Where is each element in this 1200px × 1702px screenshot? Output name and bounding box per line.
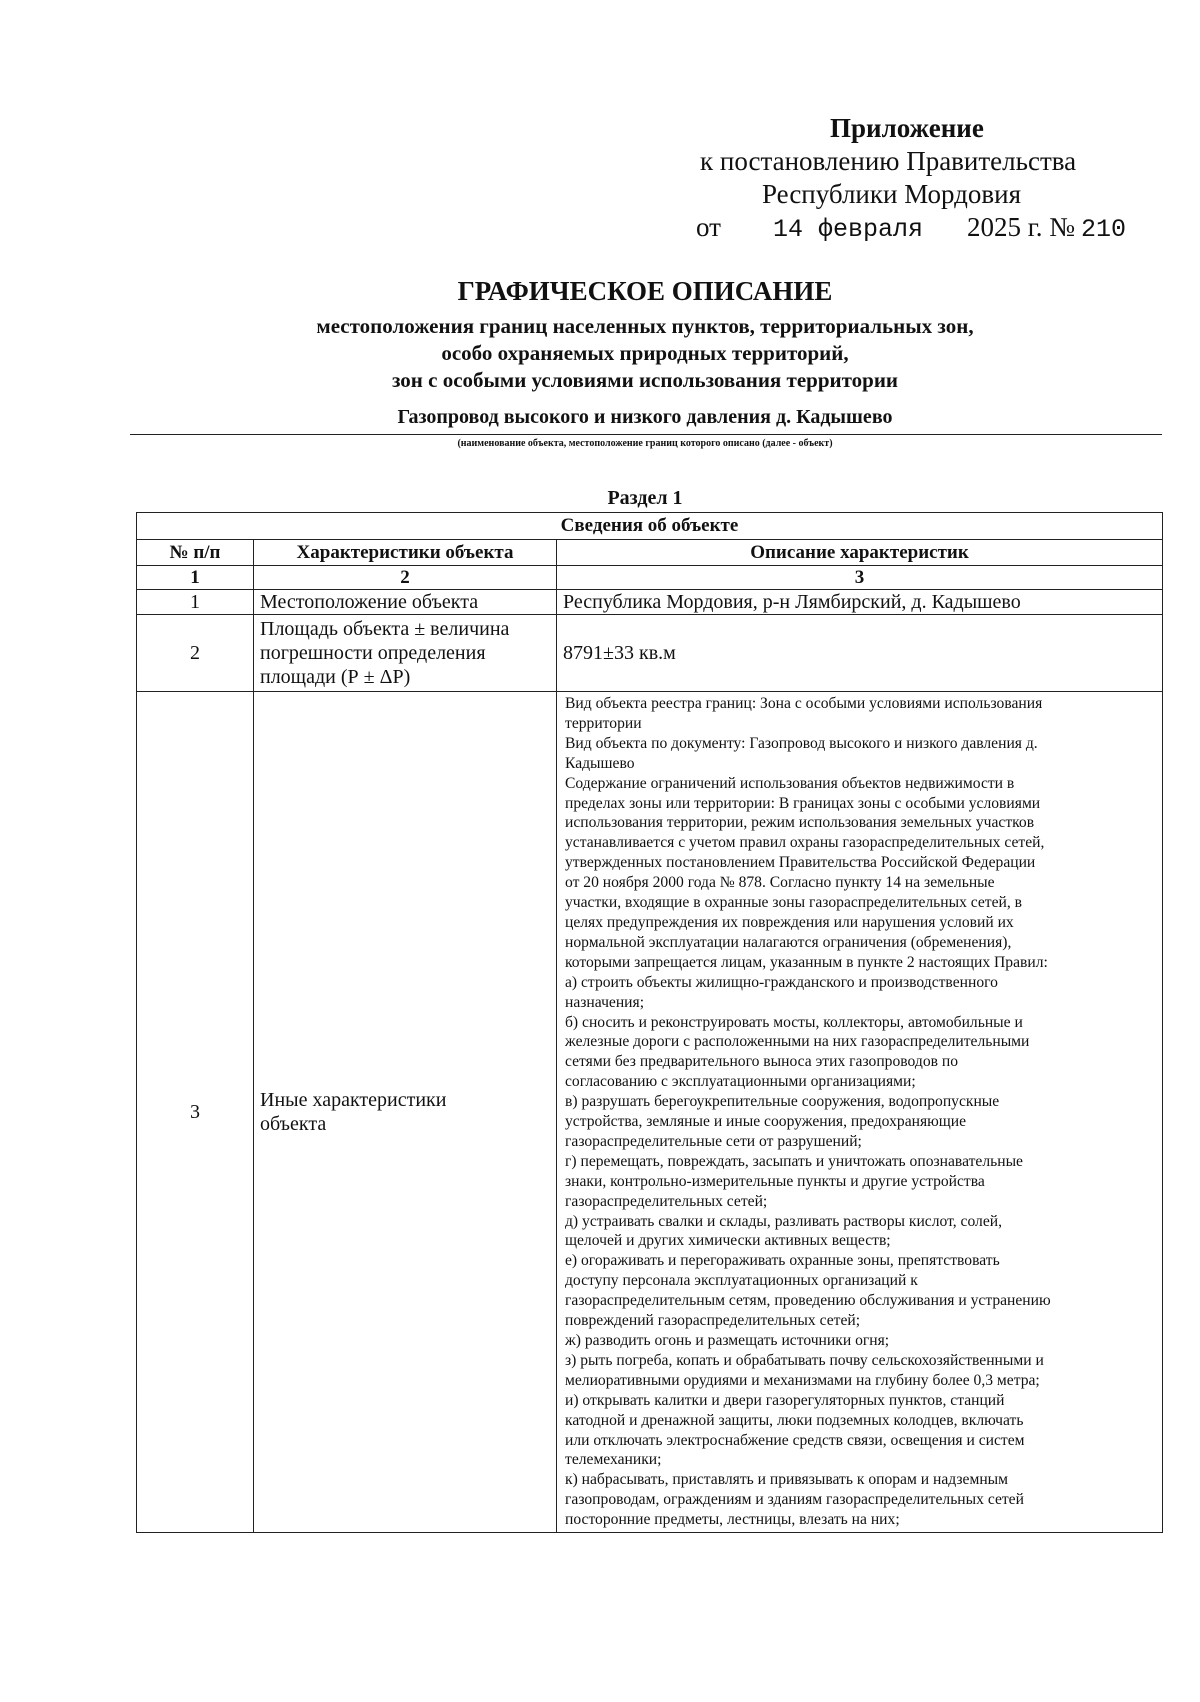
appendix-line-2: Республики Мордовия bbox=[762, 179, 1022, 209]
row-characteristic bbox=[254, 615, 557, 692]
description-line: устройства, земляные и иные сооружения, предохраняющие bbox=[565, 1113, 967, 1131]
appendix-year: 2025 г. № bbox=[966, 212, 1076, 242]
description-line: в) разрушать берегоукрепительные сооружения, водопропускные bbox=[565, 1093, 1000, 1111]
appendix-date-line bbox=[696, 211, 1170, 246]
description-line: или отключать электроснабжение средств связи, освещения и систем bbox=[565, 1431, 1025, 1449]
description-line: ж) разводить огонь и размещать источники огня; bbox=[565, 1332, 890, 1349]
object-name: Газопровод высокого и низкого давления д. Кадышево bbox=[397, 406, 893, 428]
appendix-block bbox=[696, 112, 1170, 246]
description-line: газораспределительные сети от разрушений; bbox=[565, 1132, 862, 1150]
description-line: территории bbox=[565, 714, 642, 732]
row-characteristic bbox=[254, 692, 557, 1533]
subtitle-line: особо охраняемых природных территорий, bbox=[441, 341, 849, 365]
description-line: железные дороги с расположенными на них газораспределительными bbox=[565, 1033, 1030, 1051]
characteristic-line: Площадь объекта ± величина bbox=[260, 618, 510, 640]
characteristic-line: погрешности определения bbox=[260, 642, 486, 664]
description-line: нормальной эксплуатации налагаются ограничения (обременения), bbox=[565, 933, 1012, 951]
subtitle-line: зон с особыми условиями использования территории bbox=[391, 368, 899, 392]
description-line: Кадышево bbox=[565, 754, 635, 772]
row-number: 1 bbox=[137, 590, 254, 615]
object-info-table bbox=[136, 512, 1163, 1533]
description-line: б) сносить и реконструировать мосты, коллекторы, автомобильные и bbox=[565, 1013, 1023, 1031]
description-line: Содержание ограничений использования объектов недвижимости в bbox=[565, 774, 1015, 792]
header-description: Описание характеристик bbox=[557, 540, 1163, 566]
header-number: № п/п bbox=[137, 540, 254, 566]
row-number: 2 bbox=[137, 615, 254, 692]
table-title-row bbox=[137, 513, 1163, 540]
table-row bbox=[137, 615, 1163, 692]
description-line: газопроводам, ограждениям и зданиям газораспределительных сетей bbox=[565, 1491, 1024, 1509]
description-line: участки, входящие в охранные зоны газораспределительных сетей, в bbox=[565, 894, 1023, 912]
document-title: ГРАФИЧЕСКОЕ ОПИСАНИЕ bbox=[457, 276, 833, 306]
column-number: 1 bbox=[137, 566, 254, 590]
description-line: которыми запрещается лицам, указанным в пункте 2 настоящих Правил: bbox=[565, 953, 1048, 971]
characteristic-line: площади (Р ± ΔР) bbox=[260, 666, 411, 688]
description-line: катодной и дренажной защиты, люки подземных колодцев, включать bbox=[565, 1411, 1024, 1429]
column-number-row bbox=[137, 566, 1163, 590]
header-characteristic: Характеристики объекта bbox=[254, 540, 557, 566]
description-line: к) набрасывать, приставлять и привязывать к опорам и надземным bbox=[565, 1471, 1009, 1489]
column-number: 3 bbox=[557, 566, 1163, 590]
appendix-number: 210 bbox=[1081, 215, 1127, 244]
subtitle-line: местоположения границ населенных пунктов, территориальных зон, bbox=[316, 314, 974, 338]
row-characteristic: Местоположение объекта bbox=[254, 590, 557, 615]
description-line: газораспределительных сетей; bbox=[565, 1192, 768, 1210]
appendix-title: Приложение bbox=[830, 113, 984, 143]
description-line: щелочей и других химически активных веществ; bbox=[565, 1232, 891, 1250]
row-description: Республика Мордовия, р-н Лямбирский, д. Кадышево bbox=[557, 590, 1163, 615]
object-caption: (наименование объекта, местоположение границ которого описано (далее - объект) bbox=[457, 438, 833, 449]
appendix-date: 14 февраля bbox=[772, 215, 923, 244]
object-name-underline bbox=[130, 434, 1162, 435]
appendix-line-1: к постановлению Правительства bbox=[700, 146, 1077, 176]
description-line: пределах зоны или территории: В границах зоны с особыми условиями bbox=[565, 794, 1041, 812]
characteristic-line: Иные характеристики bbox=[260, 1089, 447, 1112]
description-line: и) открывать калитки и двери газорегуляторных пунктов, станций bbox=[565, 1391, 1005, 1409]
description-line: газораспределительным сетям, проведению обслуживания и устранению bbox=[565, 1292, 1051, 1310]
section-title: Раздел 1 bbox=[607, 487, 683, 509]
description-line: назначения; bbox=[565, 993, 645, 1011]
row-number: 3 bbox=[137, 692, 254, 1533]
description-line: а) строить объекты жилищно-гражданского и производственного bbox=[565, 973, 998, 991]
description-line: Вид объекта реестра границ: Зона с особыми условиями использования bbox=[565, 695, 1043, 712]
description-line: мелиоративными орудиями и механизмами на глубину более 0,3 метра; bbox=[565, 1371, 1040, 1389]
document-subtitle bbox=[130, 313, 1160, 394]
description-line: з) рыть погреба, копать и обрабатывать почву сельскохозяйственными и bbox=[565, 1351, 1044, 1369]
description-line: посторонние предметы, лестницы, влезать на них; bbox=[565, 1511, 900, 1529]
table-title: Сведения об объекте bbox=[137, 513, 1163, 540]
description-line: устанавливается с учетом правил охраны газораспределительных сетей, bbox=[565, 834, 1045, 852]
description-line: от 20 ноября 2000 года № 878. Согласно пункту 14 на земельные bbox=[565, 874, 995, 892]
description-line: целях предупреждения их повреждения или нарушения условий их bbox=[565, 913, 1014, 931]
column-number: 2 bbox=[254, 566, 557, 590]
appendix-from: от bbox=[696, 212, 721, 242]
description-line: утвержденных постановлением Правительства Российской Федерации bbox=[565, 854, 1036, 872]
description-line: д) устраивать свалки и склады, разливать растворы кислот, солей, bbox=[565, 1212, 1002, 1230]
description-line: е) огораживать и перегораживать охранные зоны, препятствовать bbox=[565, 1252, 1000, 1270]
description-line: знаки, контрольно-измерительные пункты и другие устройства bbox=[565, 1172, 985, 1190]
description-line: согласованию с эксплуатационными организациями; bbox=[565, 1073, 916, 1091]
description-line: доступу персонала эксплуатационных организаций к bbox=[565, 1272, 918, 1290]
table-row bbox=[137, 692, 1163, 1533]
characteristic-line: объекта bbox=[260, 1113, 327, 1136]
description-line: повреждений газораспределительных сетей; bbox=[565, 1312, 861, 1330]
description-line: сетями без предварительного выноса этих газопроводов по bbox=[565, 1053, 959, 1071]
description-line: Вид объекта по документу: Газопровод высокого и низкого давления д. bbox=[565, 734, 1038, 752]
description-line: использования территории, режим использования земельных участков bbox=[565, 814, 1035, 832]
description-line: телемеханики; bbox=[565, 1451, 662, 1469]
description-line: г) перемещать, повреждать, засыпать и уничтожать опознавательные bbox=[565, 1152, 1023, 1170]
row-description bbox=[557, 692, 1163, 1533]
table-row bbox=[137, 590, 1163, 615]
row-description: 8791±33 кв.м bbox=[557, 615, 1163, 692]
table-header-row bbox=[137, 540, 1163, 566]
